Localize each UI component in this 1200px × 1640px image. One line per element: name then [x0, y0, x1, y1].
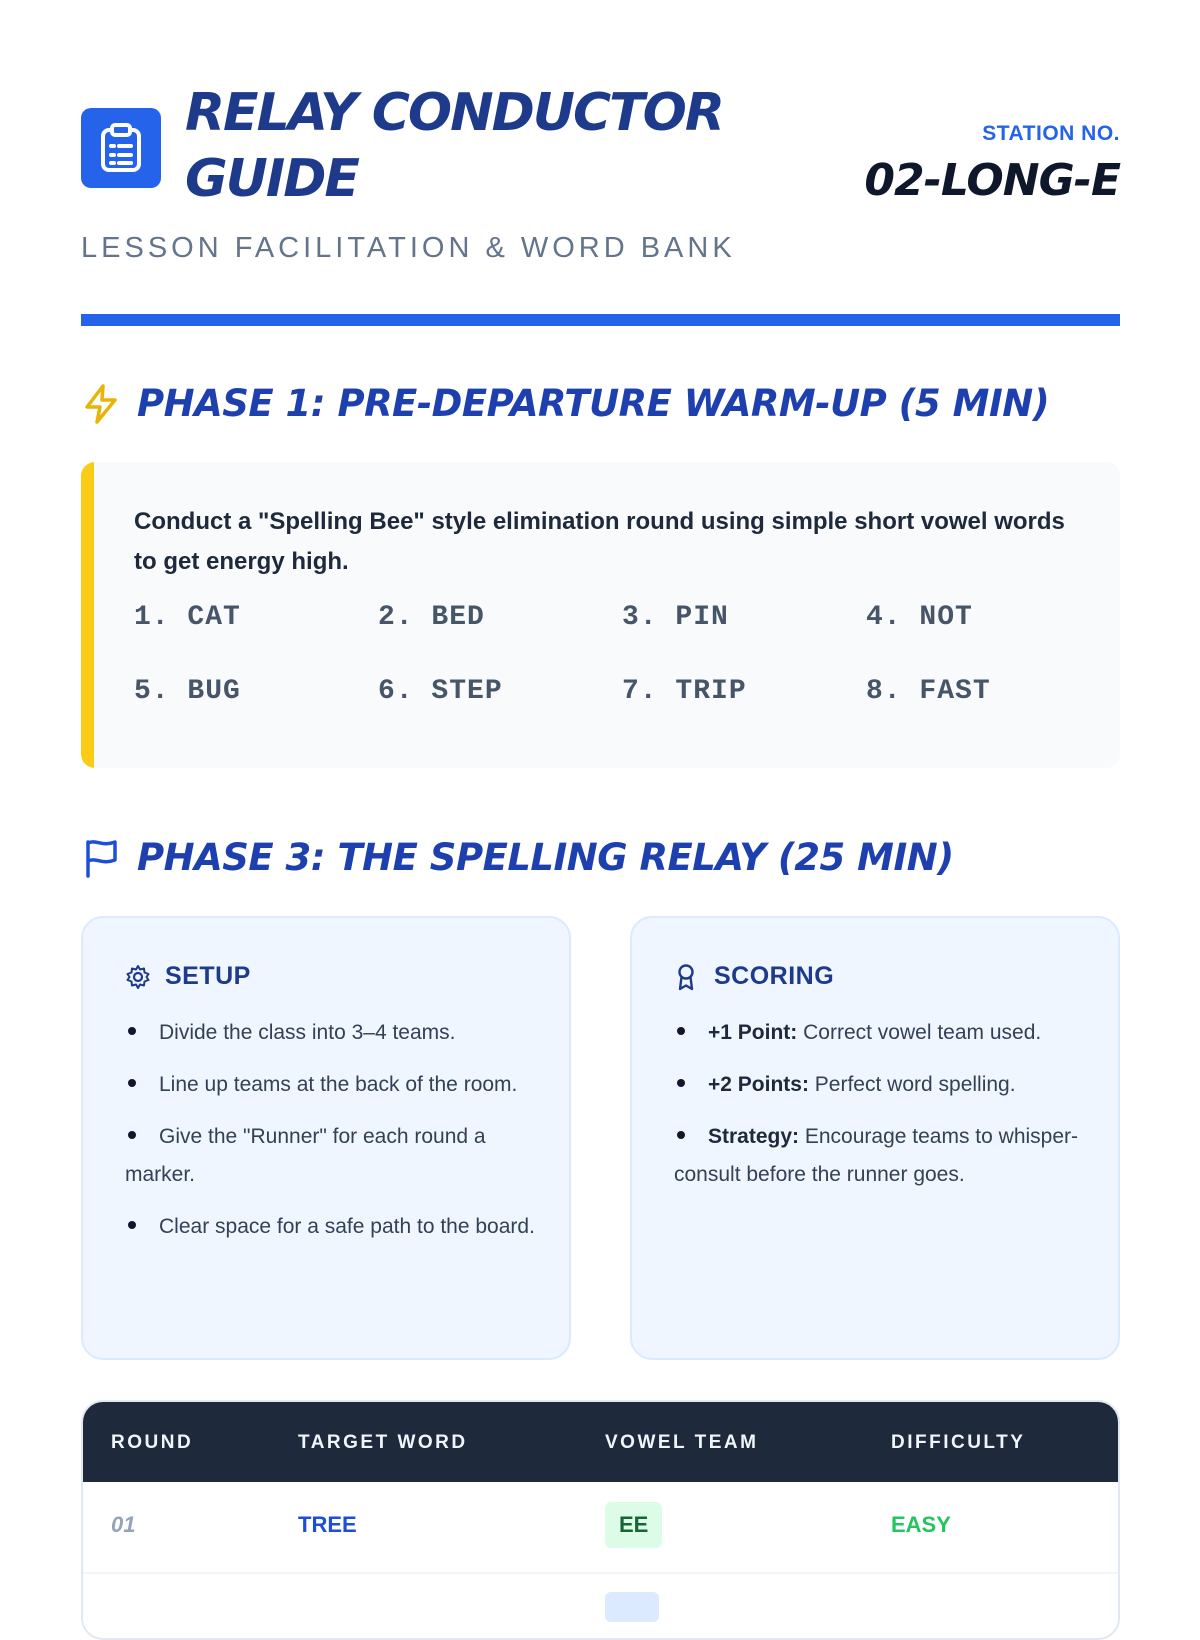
setup-title	[125, 962, 251, 991]
phase1-heading-text: PHASE 1: PRE-DEPARTURE WARM-UP (5 MIN)	[137, 382, 1050, 425]
scoring-title-text: SCORING	[714, 962, 835, 990]
table-row	[83, 1572, 1118, 1640]
station-label: STATION NO.	[982, 122, 1120, 145]
phase3-heading-text: PHASE 3: THE SPELLING RELAY (25 MIN)	[137, 836, 954, 879]
table-header	[83, 1402, 1118, 1482]
list-item: Give the "Runner" for each round a marker.	[125, 1125, 486, 1186]
scoring-card	[630, 916, 1120, 1360]
difficulty-label: EASY	[891, 1512, 951, 1537]
warmup-word: 7. TRIP	[622, 676, 747, 707]
lightning-icon	[81, 384, 121, 424]
setup-title-text: SETUP	[165, 962, 251, 990]
column-header: VOWEL TEAM	[605, 1432, 759, 1453]
setup-list	[125, 1014, 535, 1260]
vowel-team-badge: EE	[605, 1502, 662, 1548]
warmup-accent-bar	[81, 462, 94, 768]
column-header: DIFFICULTY	[891, 1432, 1026, 1453]
award-icon	[674, 964, 700, 990]
table-row	[83, 1482, 1118, 1574]
round-number: 01	[111, 1512, 136, 1537]
station-number: 02-LONG-E	[864, 155, 1120, 206]
target-word: TREE	[298, 1512, 357, 1537]
vowel-team-badge	[605, 1592, 659, 1622]
column-header: ROUND	[111, 1432, 194, 1453]
clipboard-icon	[81, 108, 161, 188]
warmup-word: 4. NOT	[866, 602, 973, 633]
scoring-list	[674, 1014, 1084, 1208]
column-header: TARGET WORD	[298, 1432, 468, 1453]
page-title: RELAY CONDUCTOR GUIDE	[185, 83, 723, 209]
header	[81, 0, 1120, 330]
warmup-description: Conduct a "Spelling Bee" style elimination round using simple short vowel words to get energy high.	[134, 508, 1065, 575]
gear-icon	[125, 964, 151, 990]
page-subtitle: LESSON FACILITATION & WORD BANK	[81, 232, 736, 264]
setup-card	[81, 916, 571, 1360]
warmup-word: 2. BED	[378, 602, 485, 633]
phase1-heading	[81, 382, 1049, 425]
warmup-word: 6. STEP	[378, 676, 503, 707]
warmup-word: 1. CAT	[134, 602, 241, 633]
header-divider	[81, 314, 1120, 326]
phase3-heading	[81, 836, 954, 879]
word-bank-table	[81, 1400, 1120, 1640]
list-item: Divide the class into 3–4 teams.	[125, 1014, 535, 1052]
warmup-card	[81, 462, 1120, 768]
warmup-word: 5. BUG	[134, 676, 241, 707]
flag-icon	[81, 838, 121, 878]
list-item: +2 Points: Perfect word spelling.	[674, 1066, 1084, 1104]
guide-page	[81, 0, 1120, 1537]
list-item: +1 Point: Correct vowel team used.	[674, 1014, 1084, 1052]
warmup-word: 3. PIN	[622, 602, 729, 633]
warmup-word: 8. FAST	[866, 676, 991, 707]
list-item: Strategy: Encourage teams to whisper-consult before the runner goes.	[674, 1125, 1079, 1186]
list-item: Clear space for a safe path to the board.	[125, 1208, 535, 1246]
scoring-title	[674, 962, 834, 991]
list-item: Line up teams at the back of the room.	[125, 1066, 535, 1104]
